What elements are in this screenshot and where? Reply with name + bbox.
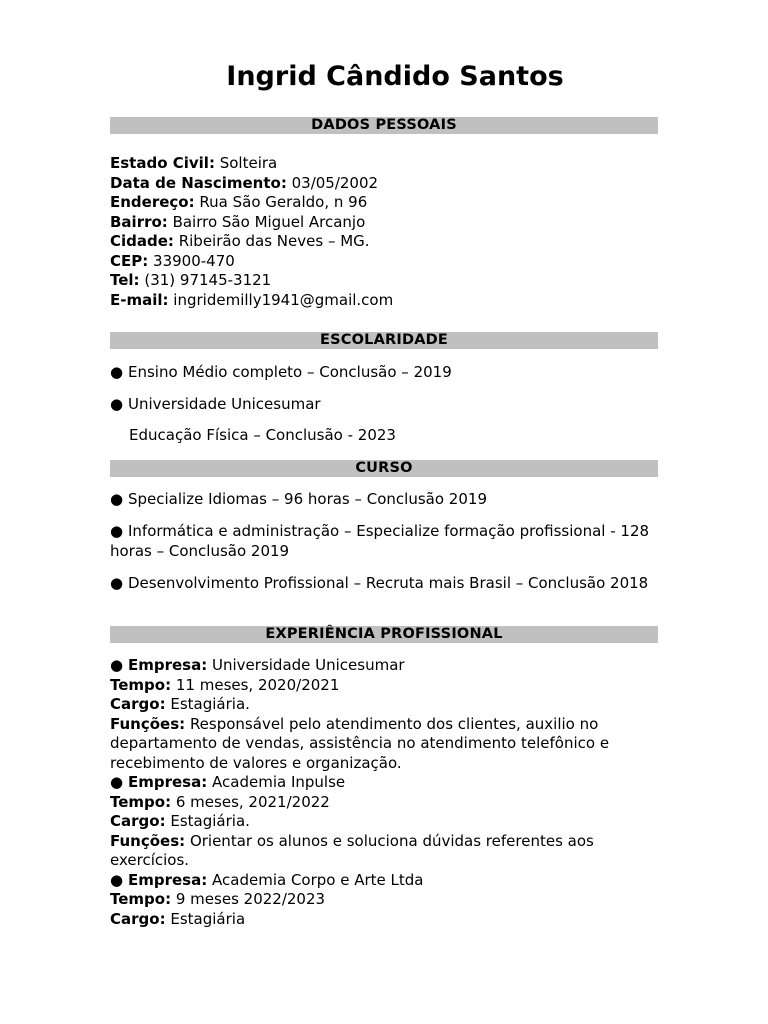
email-value: ingridemilly1941@gmail.com [173,290,394,309]
education-detail-text: Educação Física – Conclusão - 2023 [129,426,396,444]
job-company-row [110,871,658,891]
email-label: E-mail: [110,290,169,309]
job-company-row [110,656,658,676]
birth-date-row [110,174,658,194]
time-value: 11 meses, 2020/2021 [175,675,340,694]
personal-info [110,154,658,310]
company-value: Academia Inpulse [212,773,346,791]
address-label: Endereço: [110,193,195,211]
course-item-text: Informática e administração – Especialize formação profissional - 128 horas – Conclusão 2019 [110,522,650,560]
bullet-icon: ● [110,574,124,592]
civil-status-value: Solteira [219,154,278,172]
resume-name: Ingrid Cândido Santos [226,61,564,92]
role-value: Estagiária. [170,695,250,713]
phone-value: (31) 97145-3121 [144,271,272,289]
duties-label: Funções: [110,714,186,733]
course-item-text: Specialize Idiomas – 96 horas – Conclusão 2019 [128,490,487,508]
experience-list [110,656,658,929]
education-item-detail [110,426,658,446]
bullet-icon: ● [110,656,124,674]
bullet-icon: ● [110,363,124,381]
email-row [110,291,658,311]
bullet-icon: ● [110,773,124,791]
address-value: Rua São Geraldo, n 96 [199,193,368,211]
duties-value: Orientar os alunos e soluciona dúvidas referentes aos exercícios. [110,831,594,869]
course-item [110,490,658,510]
company-label: Empresa: [128,773,208,791]
role-label: Cargo: [110,909,166,928]
birth-date-label: Data de Nascimento: [110,173,287,192]
address-row [110,193,658,213]
bullet-icon: ● [110,522,124,540]
civil-status-row [110,154,658,174]
job-duties-row [110,715,658,774]
district-value: Bairro São Miguel Arcanjo [172,212,366,231]
section-header-courses: CURSO [110,460,658,477]
duties-label: Funções: [110,831,186,850]
time-label: Tempo: [110,675,172,694]
section-header-education: ESCOLARIDADE [110,332,658,349]
time-value: 9 meses 2022/2023 [175,890,326,908]
course-item [110,522,658,561]
cep-value: 33900-470 [153,251,235,270]
company-label: Empresa: [128,870,208,889]
city-row [110,232,658,252]
time-value: 6 meses, 2021/2022 [175,792,330,811]
education-item [110,395,658,415]
job-time-row [110,890,658,910]
bullet-icon: ● [110,395,124,413]
time-label: Tempo: [110,890,172,908]
city-label: Cidade: [110,232,174,250]
role-label: Cargo: [110,695,166,713]
role-value: Estagiária [170,909,246,928]
course-item [110,574,658,594]
education-item [110,363,658,383]
district-label: Bairro: [110,212,168,231]
job-time-row [110,793,658,813]
phone-label: Tel: [110,271,140,289]
company-label: Empresa: [128,656,208,674]
civil-status-label: Estado Civil: [110,154,215,172]
company-value: Academia Corpo e Arte Ltda [212,870,424,889]
role-label: Cargo: [110,812,166,830]
job-role-row [110,695,658,715]
job-duties-row [110,832,658,871]
job-role-row [110,812,658,832]
birth-date-value: 03/05/2002 [291,173,379,192]
education-item-text: Universidade Unicesumar [128,395,321,413]
time-label: Tempo: [110,792,172,811]
phone-row [110,271,658,291]
cep-row [110,252,658,272]
cep-label: CEP: [110,251,149,270]
job-time-row [110,676,658,696]
course-item-text: Desenvolvimento Profissional – Recruta mais Brasil – Conclusão 2018 [128,574,649,592]
job-role-row [110,910,658,930]
city-value: Ribeirão das Neves – MG. [178,232,370,250]
bullet-icon: ● [110,870,124,889]
section-header-experience: EXPERIÊNCIA PROFISSIONAL [110,626,658,643]
education-item-text: Ensino Médio completo – Conclusão – 2019 [128,363,452,381]
role-value: Estagiária. [170,812,250,830]
section-header-personal: DADOS PESSOAIS [110,117,658,134]
job-company-row [110,773,658,793]
duties-value: Responsável pelo atendimento dos clientes, auxilio no departamento de vendas, assistência no atendimento telefônico e recebimento de valores e organização. [110,714,610,772]
bullet-icon: ● [110,490,124,508]
district-row [110,213,658,233]
company-value: Universidade Unicesumar [212,656,405,674]
